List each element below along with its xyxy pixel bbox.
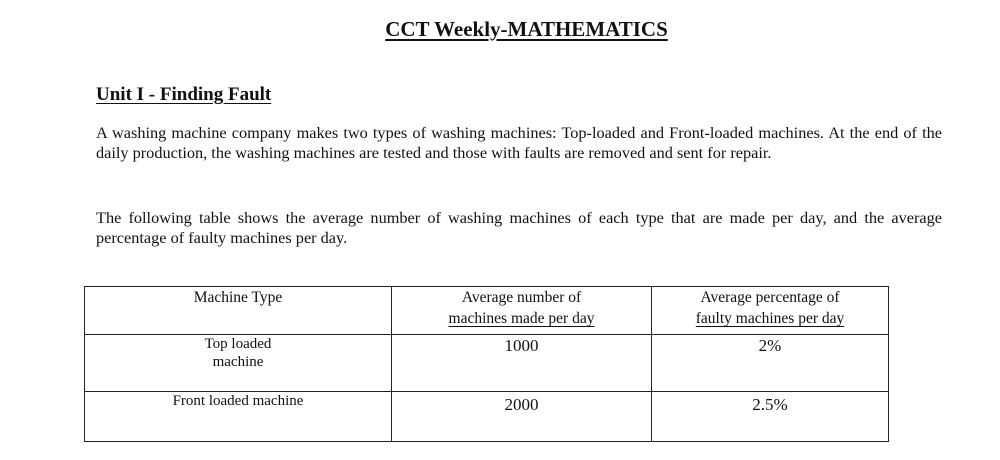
header-machine-type: [85, 287, 392, 335]
header-average-number-line-2: machines made per day: [448, 310, 595, 327]
table-row: [85, 392, 889, 442]
document-title: CCT Weekly-MATHEMATICS: [385, 17, 668, 41]
header-average-number-line-1: Average number of: [461, 289, 582, 306]
count-cell: [392, 392, 652, 442]
table-header-row: [85, 287, 889, 335]
header-average-percentage-line-2: faulty machines per day: [695, 310, 845, 327]
table-description-paragraph: The following table shows the average number of washing machines of each type that are made per day, and the average percentage of faulty machines per day.: [96, 208, 942, 247]
count-value: 1000: [504, 336, 539, 355]
count-cell: [392, 335, 652, 392]
machine-type-cell: [85, 392, 392, 442]
header-average-percentage: [652, 287, 889, 335]
machine-type-line-2: machine: [212, 354, 264, 370]
intro-paragraph: A washing machine company makes two types of washing machines: Top-loaded and Front-loaded machines. At the end of the daily production, the washing machines are tested and those with faults are removed and sent for repair.: [96, 123, 942, 162]
unit-heading: Unit I - Finding Fault: [96, 84, 272, 105]
table-row: [85, 335, 889, 392]
percent-cell: [652, 335, 889, 392]
machine-type-label: Front loaded machine: [172, 393, 304, 409]
count-value: 2000: [504, 395, 539, 414]
washing-machine-table: [84, 286, 889, 442]
machine-type-line-1: Top loaded: [204, 336, 272, 352]
percent-cell: [652, 392, 889, 442]
header-average-percentage-line-1: Average percentage of: [700, 289, 840, 306]
header-average-number: [392, 287, 652, 335]
percent-value: 2%: [758, 336, 782, 355]
percent-value: 2.5%: [752, 395, 788, 414]
header-machine-type-label: Machine Type: [193, 289, 283, 306]
machine-type-cell: [85, 335, 392, 392]
